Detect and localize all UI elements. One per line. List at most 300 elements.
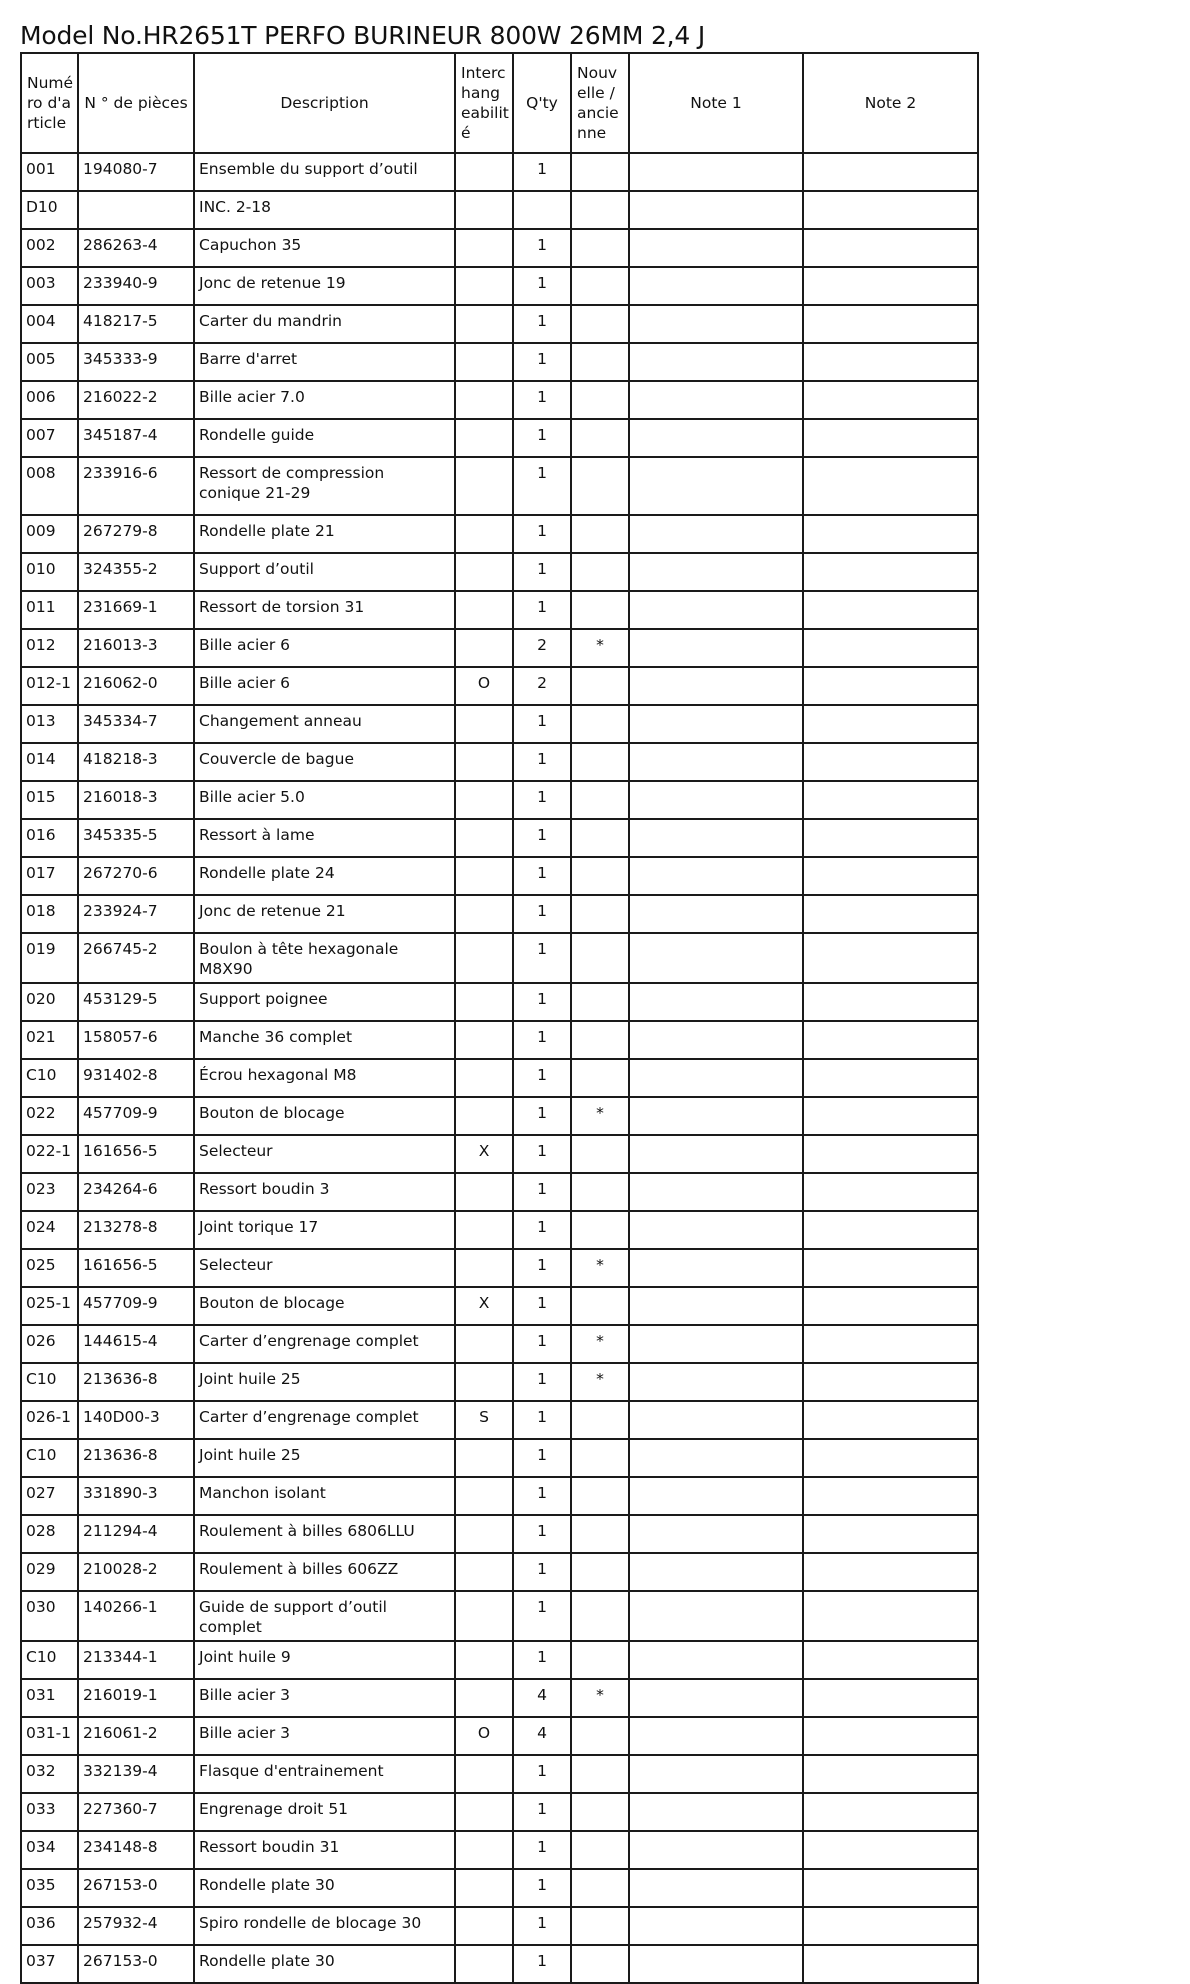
cell-note-1 [629,457,803,515]
cell-part-number: 345335-5 [78,819,194,857]
cell-description: Rondelle guide [194,419,455,457]
cell-note-1 [629,1641,803,1679]
cell-new-old [571,1021,629,1059]
cell-description: Écrou hexagonal M8 [194,1059,455,1097]
cell-note-2 [803,1211,978,1249]
table-row [21,705,978,743]
cell-note-2 [803,419,978,457]
cell-quantity: 1 [513,305,571,343]
table-row [21,191,978,229]
cell-new-old [571,1477,629,1515]
cell-interchangeability [455,1945,513,1983]
cell-interchangeability [455,895,513,933]
cell-quantity: 1 [513,1477,571,1515]
cell-note-2 [803,1021,978,1059]
table-row [21,1717,978,1755]
cell-part-number: 257932-4 [78,1907,194,1945]
cell-interchangeability [455,1211,513,1249]
cell-note-1 [629,1059,803,1097]
cell-part-number: 332139-4 [78,1755,194,1793]
cell-quantity: 1 [513,1021,571,1059]
cell-part-number: 234264-6 [78,1173,194,1211]
cell-quantity: 1 [513,267,571,305]
table-row [21,819,978,857]
cell-new-old [571,1831,629,1869]
cell-item-number: 013 [21,705,78,743]
cell-new-old [571,1135,629,1173]
parts-table [20,52,979,1984]
cell-description: Ressort boudin 31 [194,1831,455,1869]
cell-quantity: 1 [513,781,571,819]
cell-quantity: 1 [513,1591,571,1641]
cell-interchangeability [455,629,513,667]
cell-part-number: 457709-9 [78,1287,194,1325]
cell-note-1 [629,1755,803,1793]
cell-item-number: 005 [21,343,78,381]
cell-part-number: 231669-1 [78,591,194,629]
cell-part-number: 418217-5 [78,305,194,343]
cell-quantity: 1 [513,1363,571,1401]
cell-description: Jonc de retenue 21 [194,895,455,933]
cell-quantity: 1 [513,515,571,553]
cell-note-1 [629,1907,803,1945]
table-row [21,1641,978,1679]
cell-description: Support d’outil [194,553,455,591]
cell-interchangeability [455,743,513,781]
cell-interchangeability [455,1363,513,1401]
cell-note-1 [629,1287,803,1325]
cell-new-old [571,1755,629,1793]
cell-note-2 [803,1249,978,1287]
header-note-1: Note 1 [629,53,803,153]
cell-description: Rondelle plate 21 [194,515,455,553]
cell-note-2 [803,1793,978,1831]
cell-new-old [571,1591,629,1641]
cell-part-number [78,191,194,229]
cell-interchangeability [455,1249,513,1287]
cell-part-number: 267153-0 [78,1945,194,1983]
cell-quantity: 1 [513,819,571,857]
cell-quantity: 1 [513,591,571,629]
cell-note-1 [629,895,803,933]
cell-interchangeability [455,819,513,857]
cell-part-number: 324355-2 [78,553,194,591]
cell-quantity: 1 [513,381,571,419]
header-interchangeability: Interc hang eabilit é [455,53,513,153]
cell-note-1 [629,153,803,191]
cell-description: Rondelle plate 24 [194,857,455,895]
cell-description: Ensemble du support d’outil [194,153,455,191]
cell-item-number: 023 [21,1173,78,1211]
cell-description: Ressort de torsion 31 [194,591,455,629]
cell-note-2 [803,1679,978,1717]
cell-note-2 [803,591,978,629]
cell-part-number: 418218-3 [78,743,194,781]
cell-new-old [571,1059,629,1097]
cell-description: Bille acier 3 [194,1679,455,1717]
cell-new-old [571,553,629,591]
cell-new-old [571,419,629,457]
cell-part-number: 211294-4 [78,1515,194,1553]
cell-quantity: 1 [513,1945,571,1983]
cell-item-number: 036 [21,1907,78,1945]
table-row [21,1869,978,1907]
cell-new-old [571,781,629,819]
cell-note-2 [803,553,978,591]
cell-part-number: 457709-9 [78,1097,194,1135]
table-row [21,1135,978,1173]
cell-item-number: 025-1 [21,1287,78,1325]
table-row [21,1173,978,1211]
cell-item-number: 021 [21,1021,78,1059]
cell-part-number: 345187-4 [78,419,194,457]
cell-part-number: 210028-2 [78,1553,194,1591]
table-row [21,983,978,1021]
cell-interchangeability: X [455,1135,513,1173]
table-row [21,381,978,419]
cell-quantity: 1 [513,1439,571,1477]
cell-interchangeability [455,983,513,1021]
cell-note-1 [629,1325,803,1363]
table-row [21,1831,978,1869]
cell-part-number: 216019-1 [78,1679,194,1717]
cell-description: Changement anneau [194,705,455,743]
cell-note-1 [629,1793,803,1831]
cell-note-1 [629,553,803,591]
cell-note-1 [629,1097,803,1135]
cell-interchangeability [455,419,513,457]
table-row [21,629,978,667]
cell-new-old [571,705,629,743]
header-new-old: Nouv elle / ancie nne [571,53,629,153]
header-item-number: Numé ro d'a rticle [21,53,78,153]
table-row [21,895,978,933]
cell-interchangeability [455,191,513,229]
cell-quantity: 1 [513,983,571,1021]
cell-description: Joint torique 17 [194,1211,455,1249]
header-note-2: Note 2 [803,53,978,153]
cell-interchangeability [455,1679,513,1717]
cell-quantity: 1 [513,1515,571,1553]
cell-note-1 [629,629,803,667]
cell-new-old [571,857,629,895]
cell-part-number: 213636-8 [78,1363,194,1401]
cell-item-number: 026-1 [21,1401,78,1439]
table-row [21,1755,978,1793]
cell-interchangeability [455,1097,513,1135]
cell-interchangeability [455,457,513,515]
cell-interchangeability [455,591,513,629]
cell-new-old [571,1717,629,1755]
cell-item-number: 008 [21,457,78,515]
cell-quantity: 4 [513,1679,571,1717]
cell-interchangeability [455,1793,513,1831]
cell-quantity: 1 [513,1553,571,1591]
cell-note-2 [803,933,978,983]
cell-note-2 [803,1553,978,1591]
cell-item-number: 024 [21,1211,78,1249]
cell-part-number: 345333-9 [78,343,194,381]
cell-new-old [571,191,629,229]
cell-part-number: 161656-5 [78,1249,194,1287]
cell-note-2 [803,743,978,781]
cell-description: Bouton de blocage [194,1097,455,1135]
cell-part-number: 233924-7 [78,895,194,933]
cell-quantity [513,191,571,229]
cell-note-2 [803,1755,978,1793]
cell-note-2 [803,305,978,343]
cell-part-number: 140266-1 [78,1591,194,1641]
cell-new-old [571,1553,629,1591]
cell-part-number: 216022-2 [78,381,194,419]
cell-quantity: 1 [513,419,571,457]
table-row [21,305,978,343]
cell-item-number: 012 [21,629,78,667]
cell-quantity: 1 [513,1135,571,1173]
cell-item-number: 017 [21,857,78,895]
table-row [21,1287,978,1325]
cell-new-old [571,1869,629,1907]
cell-interchangeability [455,933,513,983]
cell-new-old [571,983,629,1021]
cell-note-2 [803,1439,978,1477]
cell-interchangeability [455,1869,513,1907]
cell-note-1 [629,591,803,629]
cell-new-old [571,1641,629,1679]
cell-new-old: * [571,1097,629,1135]
cell-item-number: 022 [21,1097,78,1135]
cell-quantity: 1 [513,1173,571,1211]
cell-note-2 [803,1515,978,1553]
cell-description: Manche 36 complet [194,1021,455,1059]
cell-note-2 [803,1135,978,1173]
cell-note-2 [803,895,978,933]
cell-item-number: 026 [21,1325,78,1363]
cell-note-1 [629,1249,803,1287]
cell-item-number: C10 [21,1641,78,1679]
cell-note-1 [629,983,803,1021]
cell-note-2 [803,819,978,857]
table-row [21,1515,978,1553]
cell-note-1 [629,1477,803,1515]
cell-item-number: 002 [21,229,78,267]
cell-description: Boulon à tête hexagonale M8X90 [194,933,455,983]
table-row [21,1021,978,1059]
cell-item-number: 016 [21,819,78,857]
cell-description: Joint huile 25 [194,1363,455,1401]
cell-note-2 [803,1325,978,1363]
cell-description: Bille acier 3 [194,1717,455,1755]
cell-item-number: 019 [21,933,78,983]
cell-description: Manchon isolant [194,1477,455,1515]
cell-item-number: 033 [21,1793,78,1831]
cell-note-2 [803,1173,978,1211]
cell-description: Support poignee [194,983,455,1021]
cell-part-number: 216018-3 [78,781,194,819]
cell-description: Roulement à billes 6806LLU [194,1515,455,1553]
cell-note-1 [629,857,803,895]
cell-note-2 [803,1717,978,1755]
cell-description: Spiro rondelle de blocage 30 [194,1907,455,1945]
cell-note-1 [629,1211,803,1249]
cell-note-2 [803,457,978,515]
cell-item-number: 022-1 [21,1135,78,1173]
cell-item-number: 006 [21,381,78,419]
table-row [21,1059,978,1097]
cell-quantity: 1 [513,1907,571,1945]
cell-quantity: 1 [513,1641,571,1679]
cell-quantity: 1 [513,1059,571,1097]
table-row [21,933,978,983]
table-row [21,1211,978,1249]
cell-item-number: 018 [21,895,78,933]
cell-interchangeability [455,1755,513,1793]
cell-quantity: 2 [513,667,571,705]
cell-part-number: 216061-2 [78,1717,194,1755]
cell-part-number: 266745-2 [78,933,194,983]
cell-note-2 [803,1097,978,1135]
cell-new-old [571,305,629,343]
cell-note-2 [803,983,978,1021]
cell-part-number: 144615-4 [78,1325,194,1363]
cell-part-number: 267153-0 [78,1869,194,1907]
cell-item-number: 032 [21,1755,78,1793]
cell-description: Joint huile 25 [194,1439,455,1477]
cell-part-number: 286263-4 [78,229,194,267]
cell-note-1 [629,1173,803,1211]
cell-interchangeability [455,229,513,267]
cell-description: Ressort de compression conique 21-29 [194,457,455,515]
table-row [21,857,978,895]
cell-new-old [571,267,629,305]
cell-description: Carter du mandrin [194,305,455,343]
cell-description: Flasque d'entrainement [194,1755,455,1793]
cell-part-number: 140D00-3 [78,1401,194,1439]
table-row [21,781,978,819]
cell-item-number: 015 [21,781,78,819]
cell-item-number: 027 [21,1477,78,1515]
table-row [21,1907,978,1945]
cell-item-number: 009 [21,515,78,553]
cell-interchangeability [455,1173,513,1211]
cell-interchangeability [455,153,513,191]
cell-new-old [571,1401,629,1439]
cell-description: Bille acier 7.0 [194,381,455,419]
cell-note-2 [803,857,978,895]
cell-note-1 [629,1439,803,1477]
table-row [21,419,978,457]
cell-quantity: 1 [513,1793,571,1831]
cell-quantity: 1 [513,153,571,191]
table-row [21,1477,978,1515]
cell-interchangeability: O [455,1717,513,1755]
cell-item-number: C10 [21,1059,78,1097]
cell-item-number: 001 [21,153,78,191]
cell-new-old [571,1287,629,1325]
cell-new-old [571,515,629,553]
cell-description: Carter d’engrenage complet [194,1401,455,1439]
cell-quantity: 2 [513,629,571,667]
cell-note-2 [803,1477,978,1515]
cell-item-number: 012-1 [21,667,78,705]
cell-item-number: 037 [21,1945,78,1983]
cell-description: Carter d’engrenage complet [194,1325,455,1363]
cell-description: Jonc de retenue 19 [194,267,455,305]
cell-description: Joint huile 9 [194,1641,455,1679]
table-row [21,1363,978,1401]
table-row [21,457,978,515]
cell-item-number: 003 [21,267,78,305]
cell-part-number: 233940-9 [78,267,194,305]
cell-description: Selecteur [194,1135,455,1173]
cell-quantity: 1 [513,553,571,591]
cell-new-old: * [571,1249,629,1287]
cell-note-2 [803,1059,978,1097]
cell-part-number: 161656-5 [78,1135,194,1173]
cell-part-number: 267279-8 [78,515,194,553]
cell-note-2 [803,191,978,229]
cell-note-1 [629,667,803,705]
cell-item-number: 035 [21,1869,78,1907]
cell-quantity: 1 [513,705,571,743]
cell-note-1 [629,267,803,305]
cell-interchangeability [455,267,513,305]
cell-quantity: 1 [513,1401,571,1439]
cell-note-1 [629,1869,803,1907]
cell-note-1 [629,1553,803,1591]
cell-note-2 [803,629,978,667]
cell-part-number: 234148-8 [78,1831,194,1869]
cell-note-2 [803,1287,978,1325]
cell-part-number: 216013-3 [78,629,194,667]
table-row [21,553,978,591]
table-header-row [21,53,978,153]
cell-part-number: 213344-1 [78,1641,194,1679]
cell-quantity: 1 [513,1831,571,1869]
cell-new-old [571,933,629,983]
cell-part-number: 267270-6 [78,857,194,895]
cell-interchangeability [455,1907,513,1945]
table-row [21,153,978,191]
cell-note-1 [629,1363,803,1401]
cell-quantity: 1 [513,1325,571,1363]
table-row [21,1325,978,1363]
cell-interchangeability [455,343,513,381]
cell-note-1 [629,1831,803,1869]
cell-new-old [571,1907,629,1945]
cell-note-1 [629,743,803,781]
cell-note-2 [803,705,978,743]
cell-new-old [571,1173,629,1211]
cell-note-1 [629,305,803,343]
cell-note-1 [629,1021,803,1059]
cell-description: Rondelle plate 30 [194,1869,455,1907]
cell-item-number: C10 [21,1439,78,1477]
cell-description: Engrenage droit 51 [194,1793,455,1831]
cell-quantity: 4 [513,1717,571,1755]
cell-new-old [571,343,629,381]
cell-item-number: 028 [21,1515,78,1553]
cell-interchangeability [455,515,513,553]
document-title: Model No.HR2651T PERFO BURINEUR 800W 26MM 2,4 J [20,21,706,50]
parts-table-body [21,153,978,1983]
cell-interchangeability: O [455,667,513,705]
cell-new-old: * [571,1679,629,1717]
cell-item-number: 007 [21,419,78,457]
cell-description: Barre d'arret [194,343,455,381]
cell-note-2 [803,1641,978,1679]
cell-quantity: 1 [513,895,571,933]
